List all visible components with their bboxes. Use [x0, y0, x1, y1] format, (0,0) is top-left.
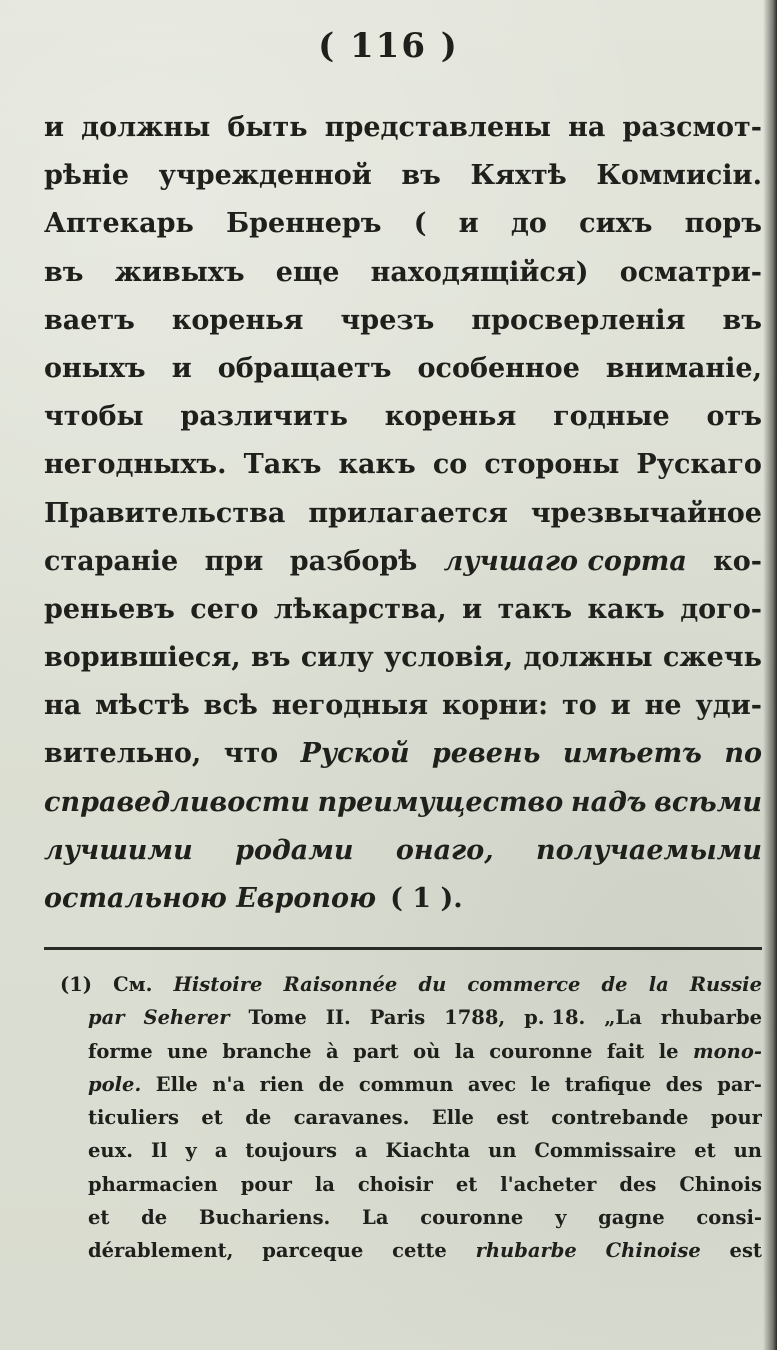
text-line	[44, 441, 762, 489]
word: коренья	[171, 304, 304, 336]
word: a	[354, 1139, 368, 1163]
word: сихъ	[579, 208, 653, 240]
word: (	[413, 208, 427, 240]
word: и	[462, 593, 483, 625]
word: разсмот-	[622, 112, 762, 143]
word: какъ	[587, 593, 665, 625]
word: реньевъ	[44, 593, 175, 625]
word: avec	[467, 1072, 517, 1096]
word: родами	[235, 834, 354, 866]
word: не	[644, 690, 682, 722]
word: чтобы	[44, 401, 144, 433]
word: pour	[240, 1172, 292, 1196]
text-line	[44, 586, 762, 634]
word: n'a	[212, 1072, 246, 1096]
word: couronne	[420, 1206, 524, 1230]
word: по	[724, 738, 762, 770]
word: choisir	[357, 1172, 433, 1196]
word: мѣстѣ	[95, 690, 190, 722]
word: ворившіеся,	[44, 642, 241, 674]
word: est	[729, 1239, 762, 1263]
word: la	[314, 1172, 335, 1196]
word: ticuliers	[88, 1106, 179, 1130]
word: dérablement,	[88, 1239, 234, 1263]
word: et	[694, 1139, 716, 1163]
word: должны	[81, 112, 211, 143]
word: la	[648, 973, 669, 996]
word: ваетъ	[44, 304, 135, 336]
word: par	[88, 1006, 125, 1030]
word: rhubarbe	[475, 1239, 577, 1263]
main-text	[44, 104, 762, 923]
text-line	[44, 779, 762, 827]
word: получаемыми	[536, 834, 762, 866]
word: лучшими	[44, 834, 193, 866]
word: стороны	[484, 449, 620, 481]
word: остальною Европою	[44, 883, 377, 914]
word: всѣми	[654, 786, 762, 818]
word: rien	[259, 1072, 304, 1096]
word: Tome	[248, 1006, 307, 1030]
word: коренья	[384, 401, 517, 433]
page-number: ( 116 )	[318, 26, 459, 66]
word: 1788,	[444, 1006, 506, 1030]
word: просверленія	[471, 304, 686, 336]
word: Такъ	[243, 449, 322, 481]
word: вниманіе,	[605, 352, 762, 384]
word: Commissaire	[534, 1139, 677, 1163]
word: de	[245, 1106, 272, 1130]
word: des	[665, 1072, 703, 1096]
word: Коммисіи.	[596, 160, 762, 192]
word: до	[510, 208, 547, 240]
word: и	[610, 690, 631, 722]
word: la	[454, 1039, 475, 1063]
word: Рускаго	[636, 449, 762, 481]
footnote-line	[60, 1068, 762, 1101]
word: быть	[227, 112, 308, 143]
word: онаго,	[395, 834, 494, 866]
word: всѣ	[203, 690, 258, 722]
word: et	[201, 1106, 223, 1130]
word: où	[413, 1039, 441, 1063]
word: Elle	[431, 1106, 474, 1130]
word: ( 1 ).	[390, 883, 463, 914]
word: pour	[710, 1106, 762, 1130]
word: въ	[44, 256, 84, 288]
word: Seherer	[143, 1006, 230, 1030]
word: parceque	[262, 1239, 364, 1263]
word: Аптекарь	[44, 208, 194, 240]
word: лучшаго сорта	[443, 545, 687, 577]
word: рѣніе	[44, 160, 130, 192]
word: toujours	[245, 1139, 337, 1163]
footnote-line	[60, 1134, 762, 1167]
word: обращаетъ	[217, 352, 392, 384]
word: на	[44, 690, 82, 722]
word: rhubarbe	[660, 1006, 762, 1030]
word: pole.	[88, 1072, 142, 1096]
word: part	[353, 1039, 399, 1063]
word: Raisonnée	[283, 973, 398, 996]
word: какъ	[338, 449, 416, 481]
word: и	[44, 112, 65, 143]
footnote-divider	[44, 947, 762, 950]
word: вительно,	[44, 738, 202, 770]
word: Руской	[300, 738, 410, 770]
word: поръ	[684, 208, 762, 240]
footnote-line	[60, 1168, 762, 1201]
word: въ	[722, 304, 762, 336]
text-line	[44, 249, 762, 297]
word: trafique	[564, 1072, 652, 1096]
footnote-line	[60, 1001, 762, 1034]
word: consi-	[696, 1206, 762, 1230]
word: должны	[523, 642, 653, 674]
word: l'acheter	[500, 1172, 597, 1196]
word: осматри-	[619, 256, 762, 288]
word: Elle	[155, 1072, 198, 1096]
word: корни:	[441, 690, 549, 722]
text-line	[44, 490, 762, 538]
word: лѣкарства,	[273, 593, 447, 625]
word: Chinois	[679, 1172, 762, 1196]
word: ревень	[431, 738, 541, 770]
word: Paris	[369, 1006, 426, 1030]
word: Правительства	[44, 497, 286, 529]
footnote-line	[60, 968, 762, 1001]
footnote-line	[60, 1101, 762, 1134]
word: à	[326, 1039, 339, 1063]
text-line	[44, 682, 762, 730]
word: отъ	[706, 401, 762, 433]
word: mono-	[693, 1039, 762, 1063]
word: de	[141, 1206, 168, 1230]
word: справедливости	[44, 786, 310, 818]
word: разборѣ	[289, 545, 418, 577]
word: contrebande	[551, 1106, 689, 1130]
word: что	[223, 738, 279, 770]
footnote-line	[60, 1035, 762, 1068]
text-line	[44, 730, 762, 778]
word: надъ	[570, 786, 647, 818]
word: чрезвычайное	[530, 497, 762, 529]
word: et	[88, 1206, 110, 1230]
word: въ	[401, 160, 441, 192]
word: La	[362, 1206, 389, 1230]
word: est	[496, 1106, 529, 1130]
text-line	[44, 538, 762, 586]
word: un	[488, 1139, 517, 1163]
word: p. 18.	[524, 1006, 586, 1030]
word: commerce	[467, 973, 581, 996]
word: на	[568, 112, 606, 143]
text-line	[44, 297, 762, 345]
word: pharmacien	[88, 1172, 218, 1196]
footnote	[60, 968, 762, 1268]
text-line	[44, 152, 762, 200]
text-line	[44, 200, 762, 248]
word: Бреннеръ	[226, 208, 382, 240]
word: такъ	[497, 593, 573, 625]
word: Il	[150, 1139, 168, 1163]
word: un	[733, 1139, 762, 1163]
word: годные	[553, 401, 670, 433]
word: негодныя	[271, 690, 429, 722]
text-line	[44, 634, 762, 682]
word: une	[167, 1039, 208, 1063]
word: условія,	[384, 642, 514, 674]
word: различить	[180, 401, 348, 433]
word: Kiachta	[385, 1139, 471, 1163]
word: (1)	[60, 973, 93, 996]
word: оныхъ	[44, 352, 146, 384]
word: учрежденной	[158, 160, 372, 192]
word: y	[185, 1139, 197, 1163]
word: Russie	[689, 973, 762, 996]
word: commun	[358, 1072, 454, 1096]
word: негодныхъ.	[44, 449, 227, 481]
word: Buchariens.	[198, 1206, 331, 1230]
footnote-line	[60, 1234, 762, 1267]
word: couronne	[489, 1039, 593, 1063]
word: fait	[606, 1039, 645, 1063]
word: при	[204, 545, 264, 577]
text-line	[44, 827, 762, 875]
word: le	[530, 1072, 551, 1096]
word: преимущество	[317, 786, 564, 818]
word: branche	[222, 1039, 312, 1063]
word: еще	[275, 256, 340, 288]
word: и	[458, 208, 479, 240]
word: особенное	[417, 352, 580, 384]
text-line	[44, 875, 762, 923]
word: См.	[113, 973, 153, 996]
word: стараніе	[44, 545, 179, 577]
word: прилагается	[308, 497, 508, 529]
word: имѣетъ	[562, 738, 702, 770]
word: дого-	[680, 593, 762, 625]
word: du	[418, 973, 447, 996]
word: Histoire	[173, 973, 263, 996]
text-line	[44, 393, 762, 441]
word: Chinoise	[605, 1239, 701, 1263]
word: et	[455, 1172, 478, 1196]
word: и	[171, 352, 192, 384]
word: сжечь	[662, 642, 762, 674]
word: то	[562, 690, 597, 722]
word: de	[318, 1072, 345, 1096]
word: силу	[300, 642, 374, 674]
word: a	[214, 1139, 228, 1163]
word: со	[432, 449, 468, 481]
footnote-line	[60, 1201, 762, 1234]
word: eux.	[88, 1139, 133, 1163]
word: „La	[604, 1006, 642, 1030]
word: въ	[251, 642, 291, 674]
word: y	[555, 1206, 567, 1230]
word: Кяхтѣ	[470, 160, 567, 192]
word: cette	[392, 1239, 447, 1263]
word: le	[658, 1039, 679, 1063]
word: чрезъ	[340, 304, 435, 336]
word: уди-	[695, 690, 762, 722]
word: живыхъ	[114, 256, 245, 288]
word: gagne	[598, 1206, 665, 1230]
word: II.	[325, 1006, 351, 1030]
word: de	[601, 973, 628, 996]
page-gutter-shadow	[763, 0, 777, 1350]
word: caravanes.	[293, 1106, 410, 1130]
word: сего	[190, 593, 259, 625]
word: forme	[88, 1039, 153, 1063]
text-line	[44, 104, 762, 152]
word: par-	[717, 1072, 762, 1096]
word: представлены	[324, 112, 551, 143]
word: находящійся)	[370, 256, 589, 288]
text-line	[44, 345, 762, 393]
word: des	[619, 1172, 657, 1196]
word: ко-	[713, 545, 762, 577]
